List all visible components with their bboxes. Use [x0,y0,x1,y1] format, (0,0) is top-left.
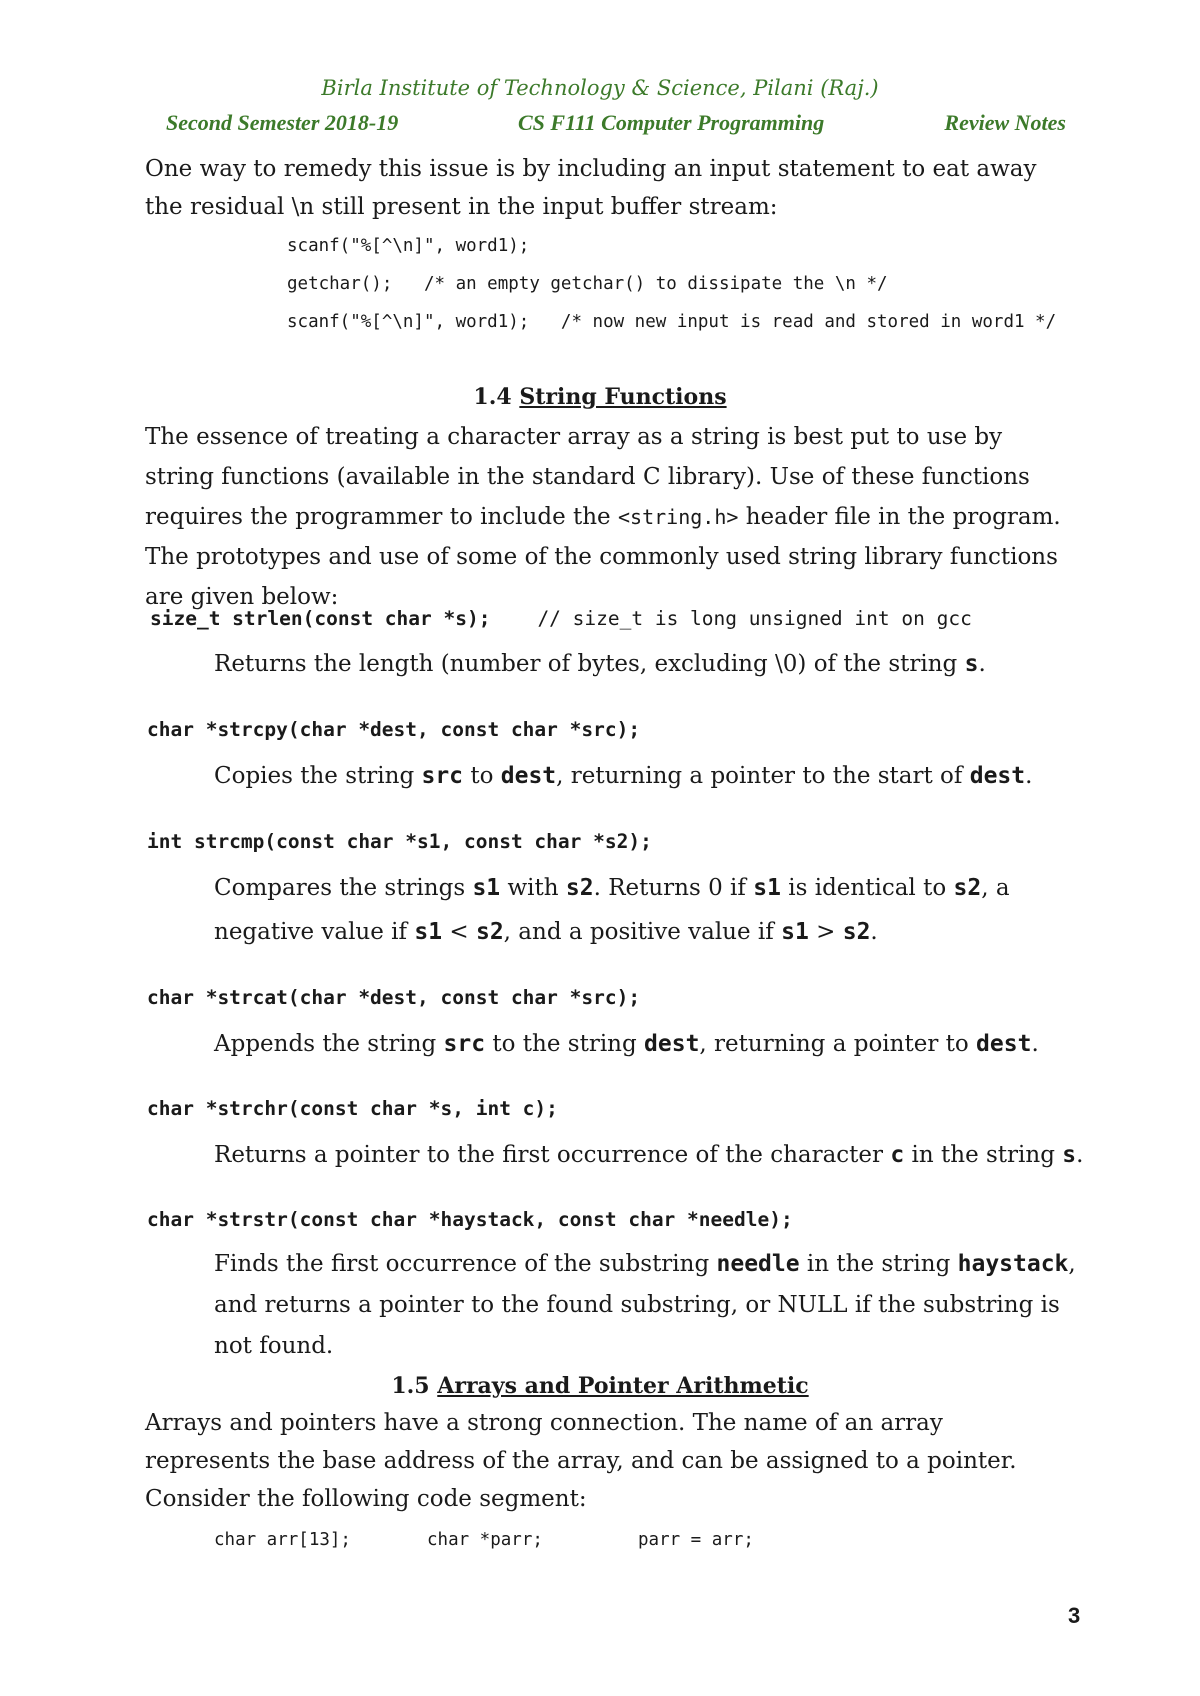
strstr-description: Finds the first occurrence of the substring needle in the string haystack, and returns a pointer to the found substring, or NULL if the substring is not found. [214,1251,1076,1359]
notes-label: Review Notes [944,110,1066,135]
code-line: scanf("%[^\n]", word1); [287,236,530,256]
section-heading-arrays-pointers: 1.5 Arrays and Pointer Arithmetic [391,1373,809,1399]
code-line: getchar(); /* an empty getchar() to dissipate the \n */ [287,274,888,294]
strchr-description: Returns a pointer to the first occurrence of the character c in the string s. [214,1142,1084,1168]
institute-header: Birla Institute of Technology & Science, Pilani (Raj.) [321,76,879,100]
course-header [166,110,1066,140]
course-label: CS F111 Computer Programming [518,110,825,135]
code-line: char *parr; [427,1530,543,1550]
page-number: 3 [1068,1603,1081,1628]
strcmp-signature: int strcmp(const char *s1, const char *s2); [147,830,652,853]
strcpy-signature: char *strcpy(char *dest, const char *src); [147,718,641,741]
strlen-signature: size_t strlen(const char *s); // size_t is long unsigned int on gcc [150,607,972,630]
semester-label: Second Semester 2018-19 [166,110,399,135]
arrays-paragraph: Arrays and pointers have a strong connection. The name of an array represents the base address of the array, and can be assigned to a pointer. Consider the following code segment: [145,1410,1017,1512]
strstr-signature: char *strstr(const char *haystack, const char *needle); [147,1208,793,1231]
code-line: char arr[13]; [214,1530,351,1550]
string-functions-paragraph: The essence of treating a character array as a string is best put to use by string functions (available in the standard C library). Use of these functions requires the programmer to include the <string.h> header file in the program. The prototypes and use of some of the commonly used string library functions are given below: [145,424,1061,610]
strchr-signature: char *strchr(const char *s, int c); [147,1097,558,1120]
strcmp-description: Compares the strings s1 with s2. Returns 0 if s1 is identical to s2, a negative value if s1 < s2, and a positive value if s1 > s2. [214,875,1010,945]
intro-paragraph: One way to remedy this issue is by including an input statement to eat away the residual \n still present in the input buffer stream: [145,156,1037,220]
strlen-description: Returns the length (number of bytes, excluding \0) of the string s. [214,651,986,677]
section-heading-string-functions: 1.4 String Functions [473,384,727,410]
code-line: parr = arr; [638,1530,754,1550]
strcat-signature: char *strcat(char *dest, const char *src); [147,986,641,1009]
strcpy-description: Copies the string src to dest, returning a pointer to the start of dest. [214,763,1033,789]
strcat-description: Appends the string src to the string dest, returning a pointer to dest. [214,1031,1039,1057]
code-line: scanf("%[^\n]", word1); /* now new input is read and stored in word1 */ [287,312,1057,332]
